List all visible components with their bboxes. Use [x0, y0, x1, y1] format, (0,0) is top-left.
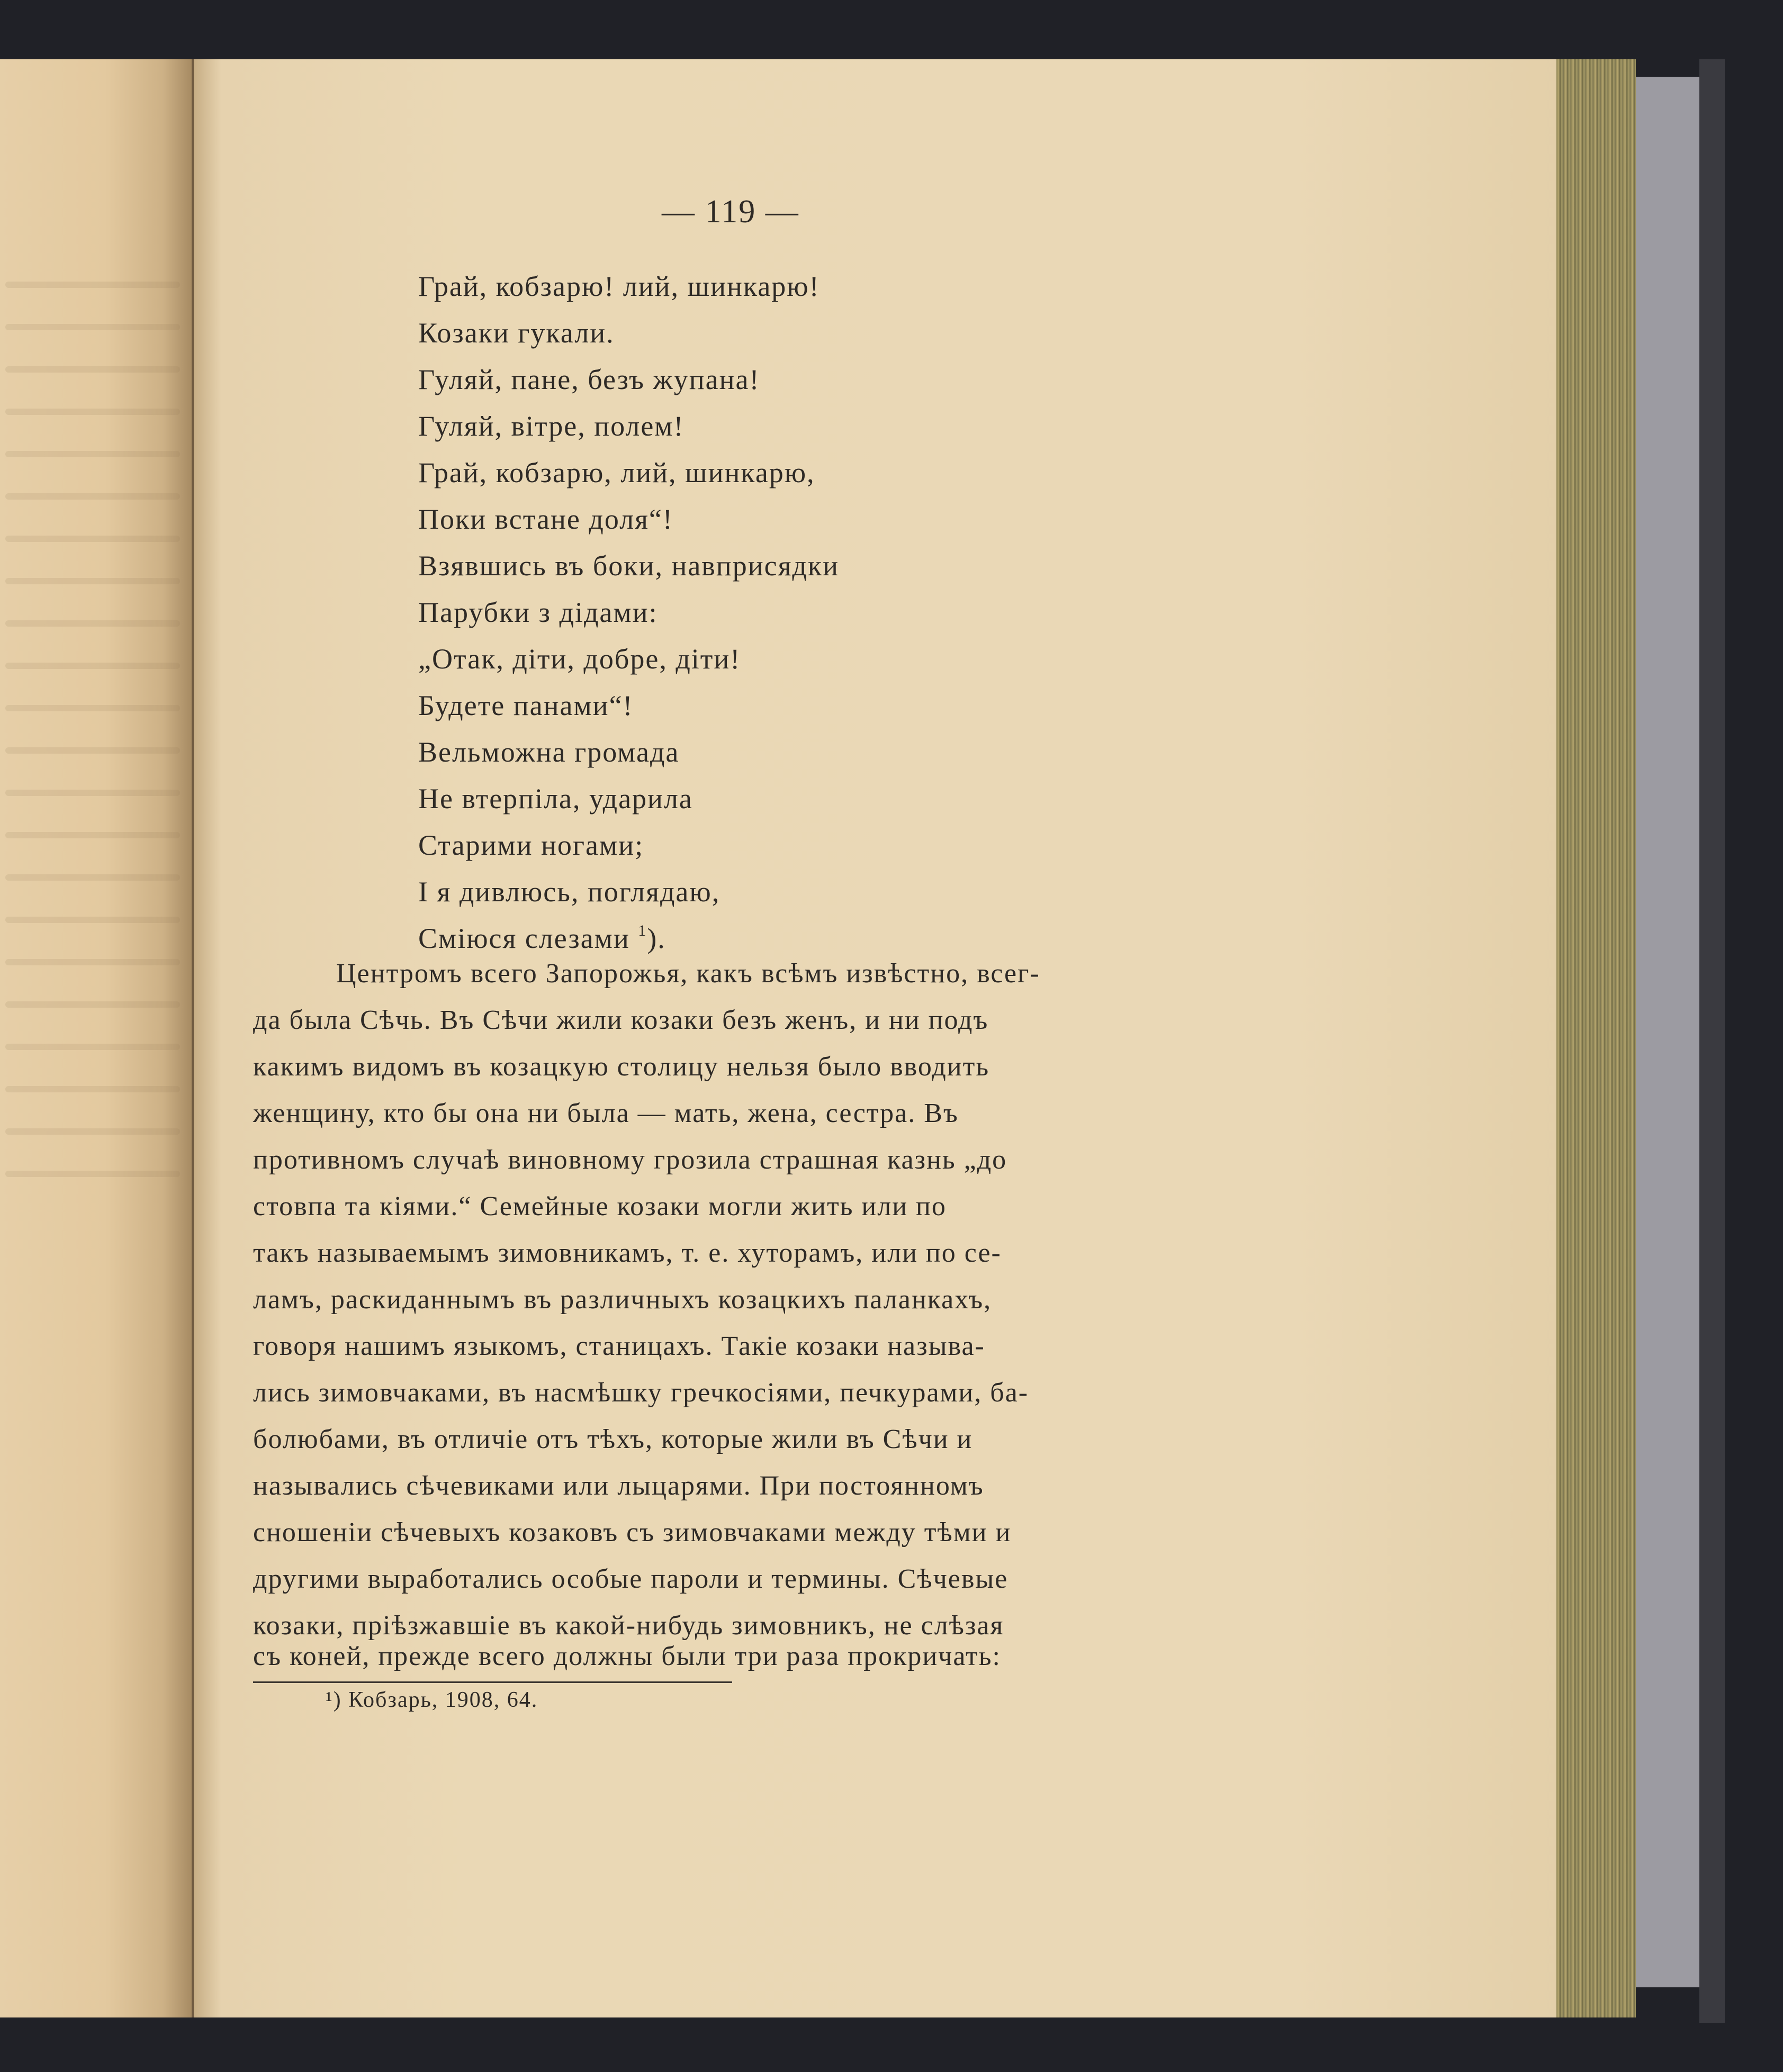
- page-number: — 119 —: [662, 194, 799, 230]
- left-page: [0, 59, 194, 2017]
- prose-line: козаки, пріѣзжавшіе въ какой-нибудь зимовникъ, не слѣзая: [253, 1610, 1004, 1641]
- prose-line: да была Сѣчь. Въ Сѣчи жили козаки безъ женъ, и ни подъ: [253, 1005, 989, 1035]
- poem-line: І я дивлюсь, поглядаю,: [418, 876, 721, 908]
- right-page: [194, 59, 1561, 2017]
- prose-line: ламъ, раскиданнымъ въ различныхъ козацкихъ паланкахъ,: [253, 1284, 992, 1315]
- prose-line: стовпа та кіями.“ Семейные козаки могли жить или по: [253, 1191, 947, 1222]
- poem-line: Не втерпіла, ударила: [418, 783, 693, 815]
- poem-line: Грай, кобзарю! лий, шинкарю!: [418, 270, 820, 302]
- prose-line: противномъ случаѣ виновному грозила страшная казнь „до: [253, 1145, 1007, 1175]
- prose-line: какимъ видомъ въ козацкую столицу нельзя было вводить: [253, 1052, 990, 1082]
- prose-line: такъ называемымъ зимовникамъ, т. е. хуторамъ, или по се-: [253, 1238, 1002, 1268]
- poem-line: Вельможна громада: [418, 736, 680, 768]
- prose-line: другими выработались особые пароли и термины. Сѣчевые: [253, 1564, 1008, 1594]
- prose-line: назывались сѣчевиками или лыцарями. При постоянномъ: [253, 1471, 984, 1501]
- prose-line: говоря нашимъ языкомъ, станицахъ. Такіе козаки называ-: [253, 1331, 985, 1361]
- poem-line: Парубки з дідами:: [418, 596, 658, 628]
- poem-line: Поки встане доля“!: [418, 503, 673, 535]
- footnote: ¹) Кобзарь, 1908, 64.: [326, 1688, 538, 1712]
- prose-line: женщину, кто бы она ни была — мать, жена, сестра. Въ: [253, 1098, 959, 1128]
- prose-line: Центромъ всего Запорожья, какъ всѣмъ извѣстно, всег-: [336, 958, 1040, 989]
- poem-line: Гуляй, вітре, полем!: [418, 410, 685, 442]
- poem-line: Гуляй, пане, безъ жупана!: [418, 364, 760, 395]
- footnote-marker: 1: [638, 922, 647, 939]
- poem-line: Грай, кобзарю, лий, шинкарю,: [418, 457, 815, 488]
- footnote-divider: [253, 1681, 732, 1683]
- cover-board: [1636, 77, 1699, 1987]
- poem-line: Козаки гукали.: [418, 317, 615, 349]
- poem-line: Будете панами“!: [418, 690, 634, 721]
- poem-line: „Отак, діти, добре, діти!: [418, 643, 741, 675]
- poem-line-text: Сміюся слезами: [418, 922, 630, 954]
- poem-line: Старими ногами;: [418, 829, 644, 861]
- cover-board-dark: [1699, 59, 1725, 2023]
- poem-end-punct: ).: [647, 922, 666, 954]
- prose-line: болюбами, въ отличіе отъ тѣхъ, которые жили въ Сѣчи и: [253, 1424, 973, 1454]
- prose-line: съ коней, прежде всего должны были три раза прокричать:: [253, 1641, 1001, 1671]
- page-edges: [1556, 59, 1636, 2017]
- poem-line: Взявшись въ боки, навприсядки: [418, 550, 840, 582]
- prose-line: сношеніи сѣчевыхъ козаковъ съ зимовчаками между тѣми и: [253, 1517, 1012, 1548]
- prose-line: лись зимовчаками, въ насмѣшку гречкосіями, печкурами, ба-: [253, 1378, 1029, 1408]
- poem-line-last: [418, 922, 666, 955]
